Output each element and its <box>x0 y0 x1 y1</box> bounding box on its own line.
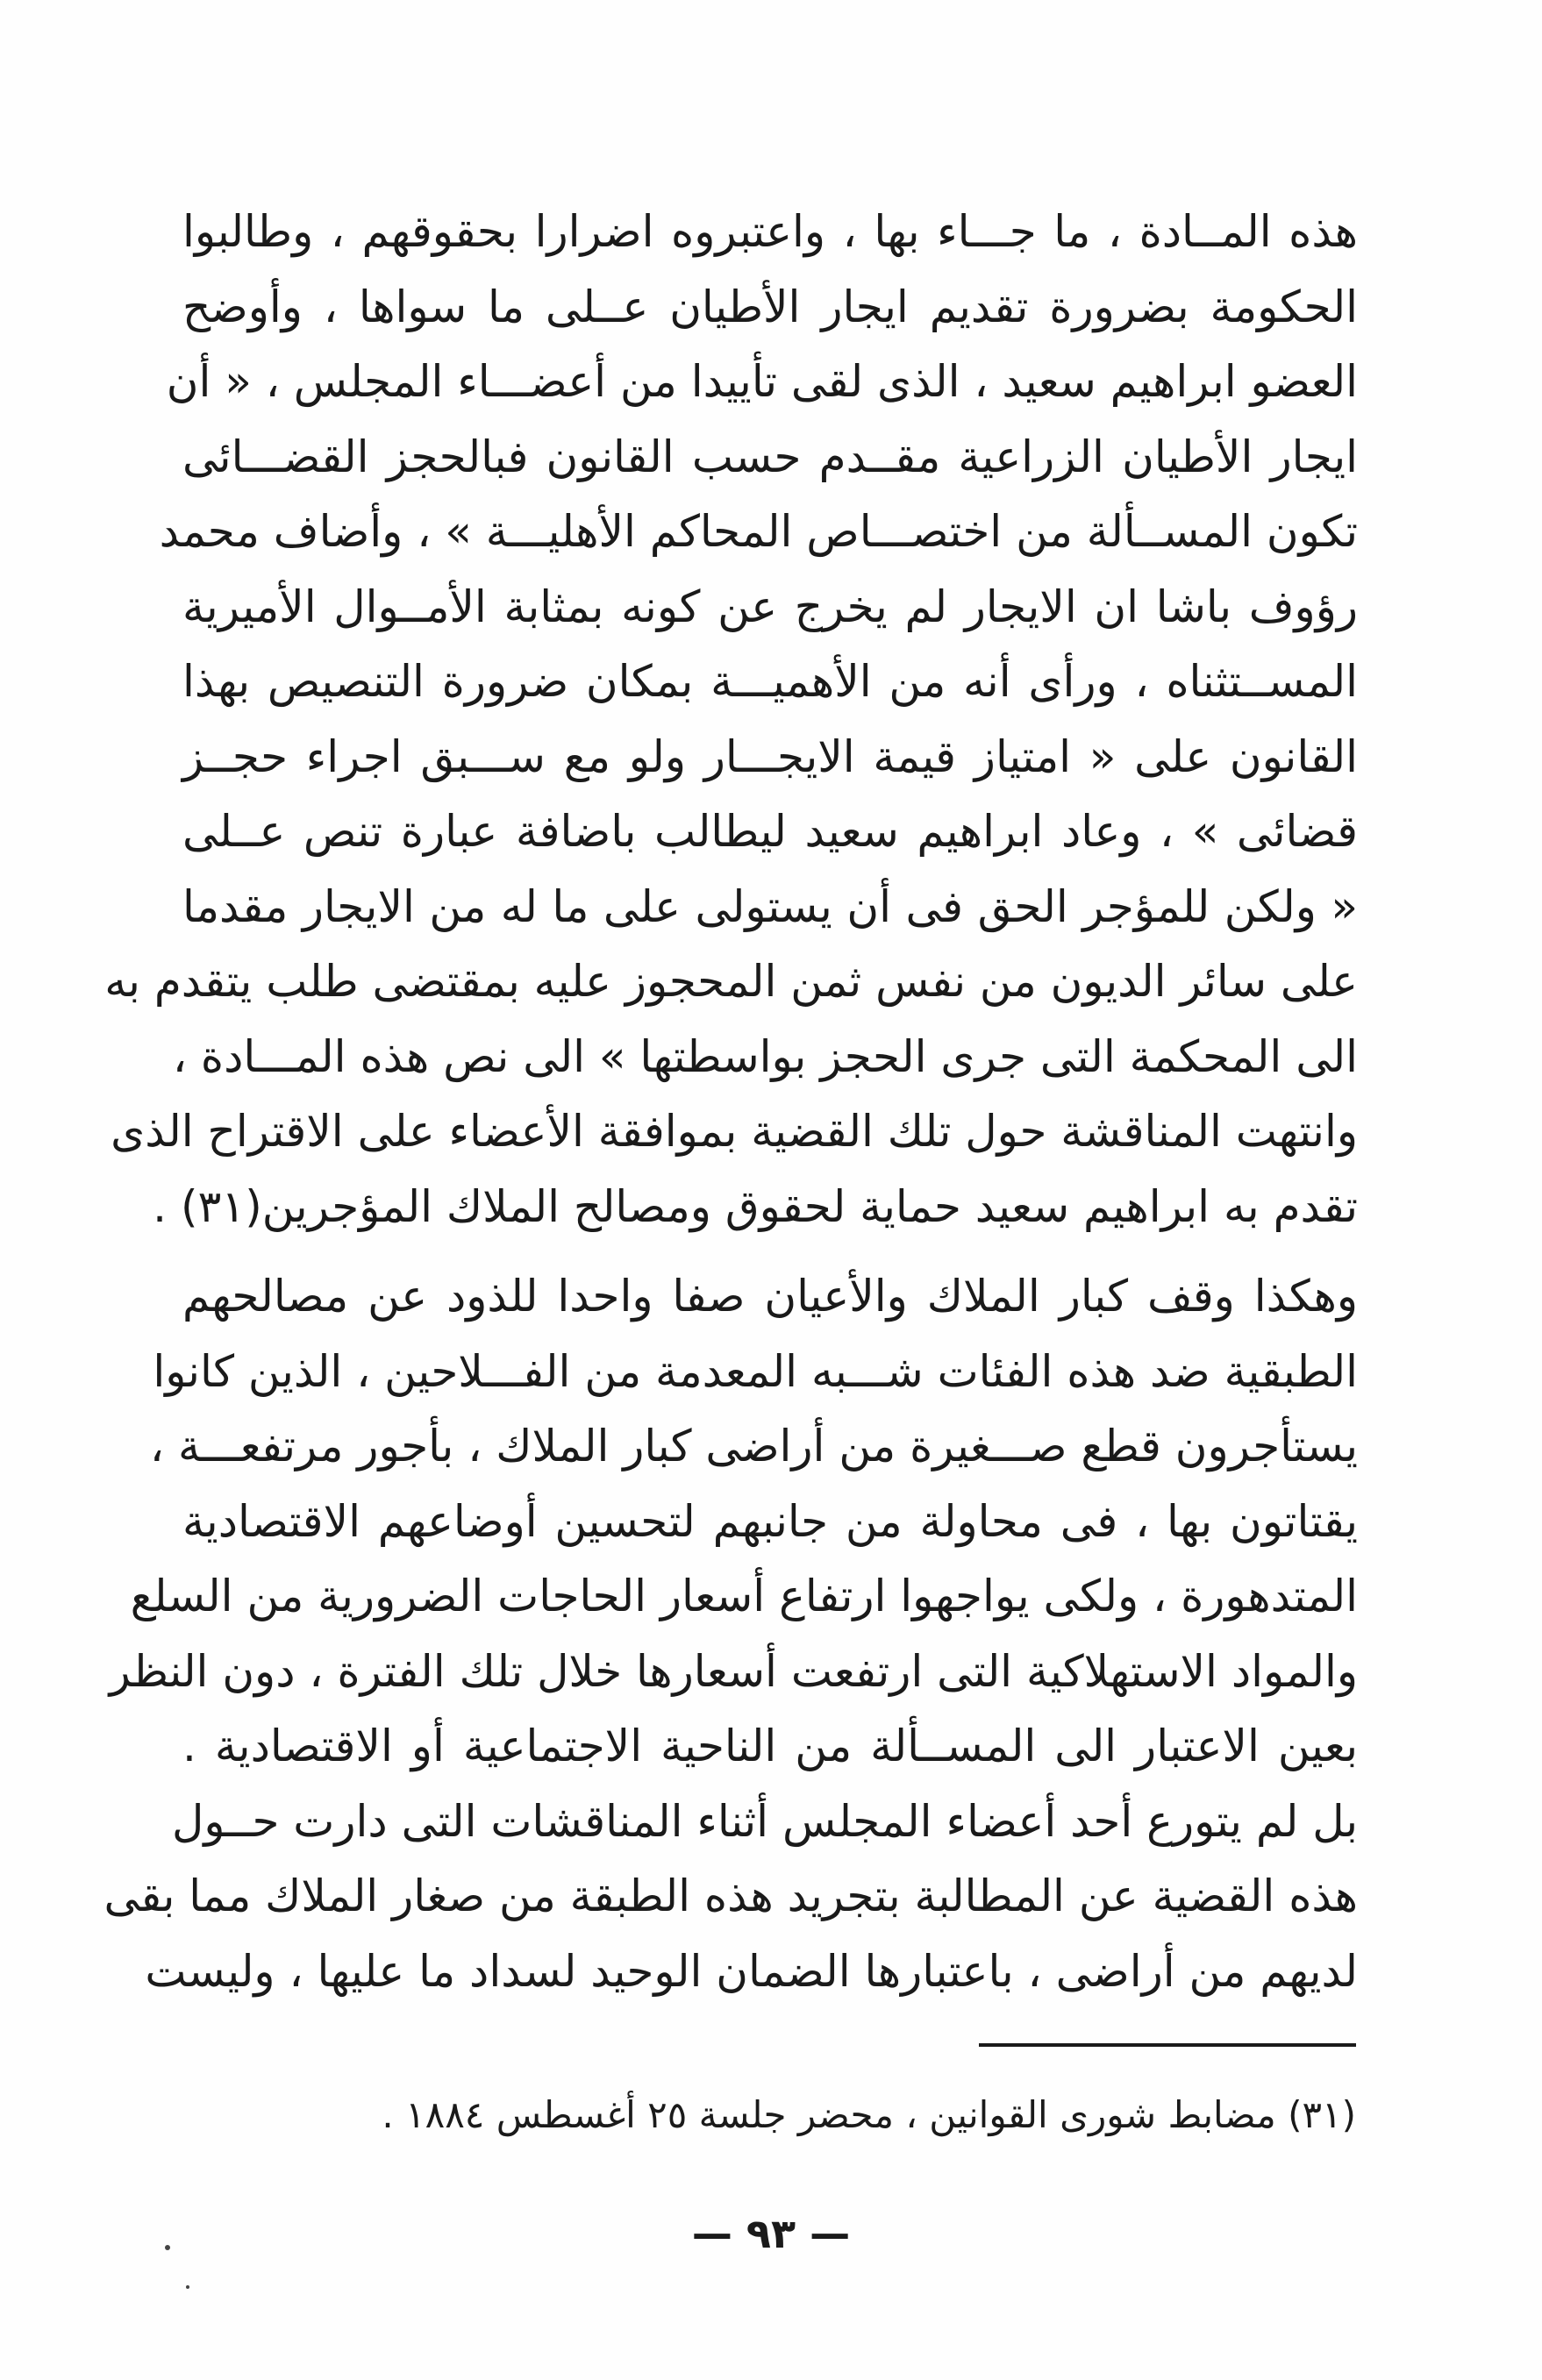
footnote-divider <box>979 2043 1356 2047</box>
paragraph-line: تقدم به ابراهيم سعيد حماية لحقوق ومصالح الملاك المؤجرين(٣١) . <box>153 1180 1358 1232</box>
paragraph-line: القانون على « امتياز قيمة الايجـــار ولو مع ســـبق اجراء حجــز <box>182 730 1358 782</box>
paragraph-line: على سائر الديون من نفس ثمن المحجوز عليه بمقتضى طلب يتقدم به <box>104 956 1358 1007</box>
paragraph-line: العضو ابراهيم سعيد ، الذى لقى تأييدا من أعضـــاء المجلس ، « أن <box>166 356 1358 407</box>
paragraph-line: الى المحكمة التى جرى الحجز بواسطتها » الى نص هذه المـــادة ، <box>172 1030 1358 1082</box>
paragraph-line: المســتثناه ، ورأى أنه من الأهميـــة بمكان ضرورة التنصيص بهذا <box>182 656 1358 707</box>
paragraph-line: المتدهورة ، ولكى يواجهوا ارتفاع أسعار الحاجات الضرورية من السلع <box>130 1571 1358 1621</box>
paragraph-line: وانتهت المناقشة حول تلك القضية بموافقة الأعضاء على الاقتراح الذى <box>111 1106 1358 1157</box>
paragraph-line: هذه القضية عن المطالبة بتجريد هذه الطبقة من صغار الملاك مما بقى <box>104 1871 1358 1921</box>
paragraph-line: « ولكن للمؤجر الحق فى أن يستولى على ما له من الايجار مقدما <box>182 880 1358 932</box>
paragraph-line: بل لم يتورع أحد أعضاء المجلس أثناء المناقشات التى دارت حــول <box>172 1795 1358 1847</box>
paragraph-line: لديهم من أراضى ، باعتبارها الضمان الوحيد لسداد ما عليها ، وليست <box>145 1945 1358 1997</box>
paragraph-line: بعين الاعتبار الى المســألة من الناحية الاجتماعية أو الاقتصادية . <box>182 1721 1358 1771</box>
paragraph-2 <box>104 1259 1358 2009</box>
paragraph-line: ايجار الأطيان الزراعية مقــدم حسب القانون فبالحجز القضـــائى <box>182 431 1358 482</box>
paragraph-line: يقتاتون بها ، فى محاولة من جانبهم لتحسين أوضاعهم الاقتصادية <box>182 1495 1358 1547</box>
paragraph-line: الطبقية ضد هذه الفئات شـــبه المعدمة من الفـــلاحين ، الذين كانوا <box>153 1345 1358 1397</box>
paragraph-line: والمواد الاستهلاكية التى ارتفعت أسعارها خلال تلك الفترة ، دون النظر <box>109 1645 1358 1697</box>
paragraph-line: الحكومة بضرورة تقديم ايجار الأطيان عــلى ما سواها ، وأوضح <box>182 281 1358 332</box>
scan-speck <box>165 2245 170 2250</box>
page-number: — ٩٣ — <box>691 2210 851 2257</box>
paragraph-line: تكون المســألة من اختصـــاص المحاكم الأهليـــة » ، وأضاف محمد <box>159 506 1358 557</box>
paragraph-line: وهكذا وقف كبار الملاك والأعيان صفا واحدا للذود عن مصالحهم <box>182 1271 1358 1322</box>
paragraph-line: هذه المــادة ، ما جـــاء بها ، واعتبروه اضرارا بحقوقهم ، وطالبوا <box>182 206 1358 257</box>
paragraph-line: يستأجرون قطع صـــغيرة من أراضى كبار الملاك ، بأجور مرتفعـــة ، <box>149 1421 1358 1471</box>
paragraph-line: قضائى » ، وعاد ابراهيم سعيد ليطالب باضافة عبارة تنص عــلى <box>182 806 1358 857</box>
paragraph-line: رؤوف باشا ان الايجار لم يخرج عن كونه بمثابة الأمــوال الأميرية <box>182 581 1358 632</box>
footnote: (٣١) مضابط شورى القوانين ، محضر جلسة ٢٥ أغسطس ١٨٨٤ . <box>382 2093 1356 2136</box>
scan-speck <box>186 2285 189 2289</box>
paragraph-1 <box>104 195 1358 1244</box>
